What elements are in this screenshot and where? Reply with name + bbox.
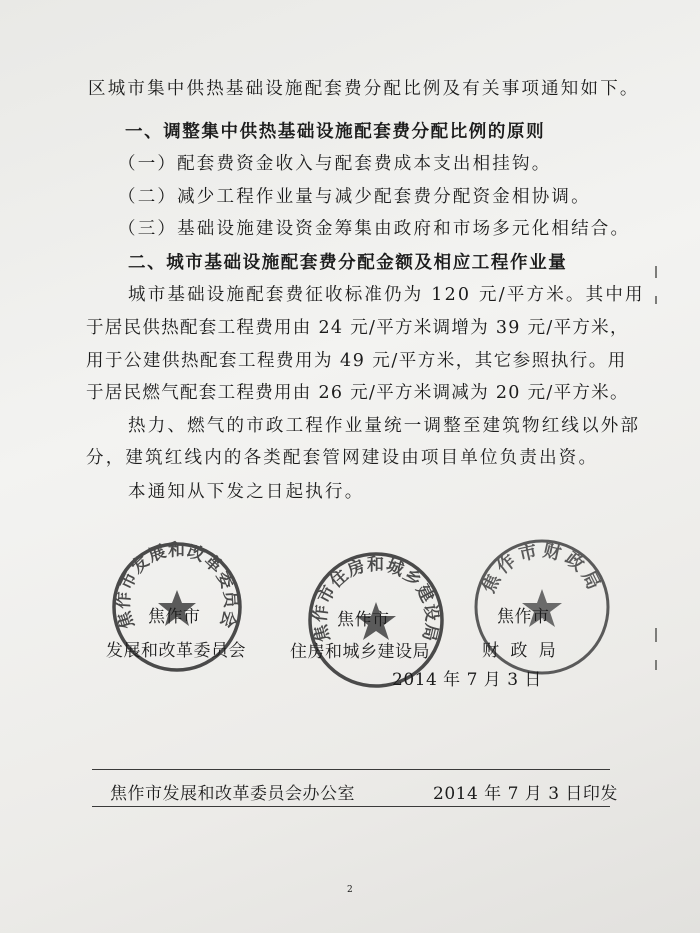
binding-mark xyxy=(655,266,657,278)
section-heading-2: 二、城市基础设施配套费分配金额及相应工程作业量 xyxy=(128,253,568,273)
signer-2-org: 住房和城乡建设局 xyxy=(290,642,430,662)
para1-line-3: 用于公建供热配套工程费用为 49 元/平方米，其它参照执行。用 xyxy=(86,351,627,371)
signer-2-city: 焦作市 xyxy=(337,610,390,630)
section-heading-1: 一、调整集中供热基础设施配套费分配比例的原则 xyxy=(125,122,546,142)
seal-2-ring-text: 焦作市住房和城乡建设局 xyxy=(310,555,442,644)
binding-mark xyxy=(655,628,657,642)
signing-date: 2014 年 7 月 3 日 xyxy=(392,670,542,690)
seal-1-ring-text: 焦作市发展和改革委员会 xyxy=(113,540,241,632)
signer-3-org: 财 政 局 xyxy=(482,641,559,661)
svg-text:焦作市财政局 xyxy=(477,539,606,596)
para1-line-1: 城市基础设施配套费征收标准仍为 120 元/平方米。其中用 xyxy=(128,285,645,305)
footer-office: 焦作市发展和改革委员会办公室 xyxy=(110,784,355,804)
principle-1: （一）配套费资金收入与配套费成本支出相挂钩。 xyxy=(118,154,552,174)
page-number: 2 xyxy=(347,885,353,895)
para2-line-2: 分，建筑红线内的各类配套管网建设由项目单位负责出资。 xyxy=(86,448,599,468)
intro-line: 区城市集中供热基础设施配套费分配比例及有关事项通知如下。 xyxy=(88,79,640,99)
principle-3: （三）基础设施建设资金筹集由政府和市场多元化相结合。 xyxy=(118,219,631,239)
signer-1-city: 焦作市 xyxy=(148,607,201,627)
seal-3-ring-text: 焦作市财政局 xyxy=(478,540,606,597)
signer-1-org: 发展和改革委员会 xyxy=(106,641,246,661)
footer-rule-bottom xyxy=(92,806,610,807)
para1-line-2: 于居民供热配套工程费用由 24 元/平方米调增为 39 元/平方米， xyxy=(86,318,629,338)
para1-line-4: 于居民燃气配套工程费用由 26 元/平方米调减为 20 元/平方米。 xyxy=(86,383,629,403)
binding-mark xyxy=(655,296,657,304)
effective-line: 本通知从下发之日起执行。 xyxy=(128,482,365,502)
signer-3-city: 焦作市 xyxy=(497,607,550,627)
footer-print-date: 2014 年 7 月 3 日印发 xyxy=(433,784,618,804)
binding-mark xyxy=(655,660,657,670)
para2-line-1: 热力、燃气的市政工程作业量统一调整至建筑物红线以外部 xyxy=(128,416,641,436)
footer-rule-top xyxy=(92,769,610,770)
principle-2: （二）减少工程作业量与减少配套费分配资金相协调。 xyxy=(118,187,591,207)
